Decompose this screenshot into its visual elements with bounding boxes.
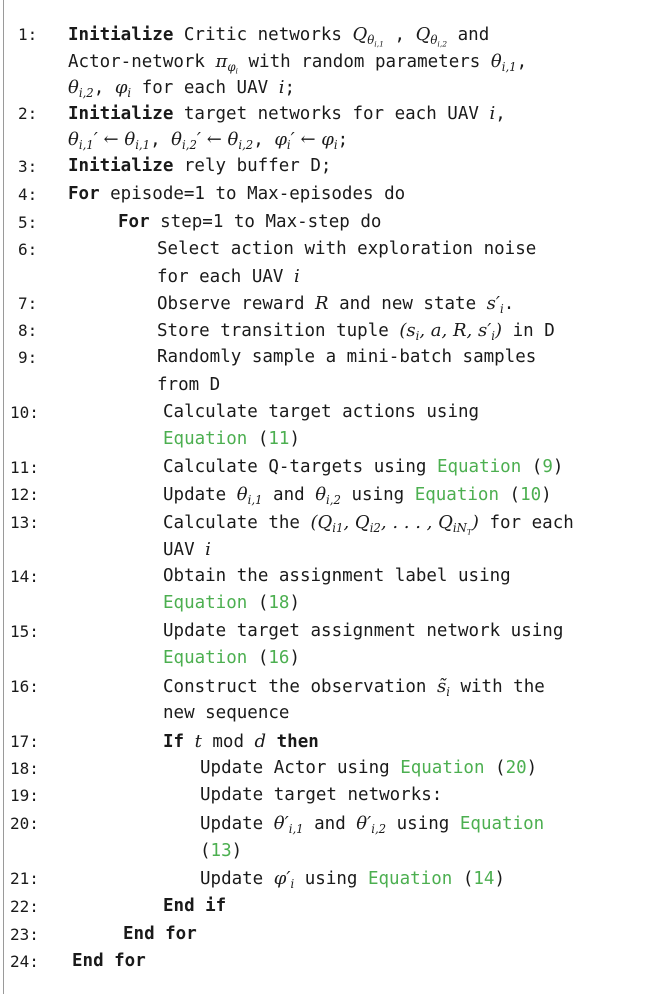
line-text xyxy=(72,948,146,975)
math-expression: i xyxy=(293,266,300,287)
text-segment: mod xyxy=(201,732,255,752)
text-segment: Critic networks xyxy=(173,25,353,45)
line-number: 13: xyxy=(10,513,39,532)
left-rule xyxy=(3,0,4,994)
equation-link[interactable]: Equation xyxy=(459,814,545,834)
keyword: Initialize xyxy=(68,156,174,176)
line-text xyxy=(157,263,300,291)
text-segment: ( xyxy=(484,758,506,778)
line-text xyxy=(68,100,506,128)
math-expression: $Q_{\theta_{i,2}}$ xyxy=(415,24,448,49)
text-segment: ( xyxy=(200,841,211,861)
equation-link[interactable]: 13 xyxy=(210,841,232,861)
math-expression: $\theta'_{i,1}$ xyxy=(273,813,304,837)
line-text xyxy=(68,48,527,76)
text-segment: target networks for each UAV xyxy=(173,104,490,124)
line-number: 8: xyxy=(18,321,38,340)
line-text xyxy=(163,481,552,509)
line-number: 21: xyxy=(10,869,39,888)
line-text xyxy=(163,673,545,701)
text-segment: Select action with exploration noise xyxy=(157,239,537,259)
text-segment: and xyxy=(303,814,357,834)
line-number: 11: xyxy=(10,458,39,477)
keyword: then xyxy=(276,732,319,752)
equation-link[interactable]: 18 xyxy=(268,593,290,613)
equation-link[interactable]: 16 xyxy=(268,648,290,668)
text-segment: , xyxy=(495,104,506,124)
math-expression: $\theta_{i,1}$ xyxy=(490,51,517,75)
text-segment: ) xyxy=(552,457,564,477)
line-text xyxy=(123,921,197,948)
text-segment: Actor-network xyxy=(68,52,216,72)
math-expression: $\varphi_i'$ ← $\varphi_i$ xyxy=(274,129,338,153)
line-number: 17: xyxy=(10,732,39,751)
line-text xyxy=(68,74,295,102)
line-number: 4: xyxy=(18,185,38,204)
text-segment: new sequence xyxy=(163,703,290,723)
equation-link[interactable]: Equation xyxy=(163,648,248,668)
line-number: 19: xyxy=(10,786,39,805)
text-segment: using xyxy=(294,869,368,889)
text-segment: Update Actor using xyxy=(200,758,401,778)
text-segment: ) xyxy=(289,593,300,613)
text-segment: ; xyxy=(337,130,349,150)
line-text xyxy=(68,21,489,49)
text-segment: ) xyxy=(541,485,552,505)
line-text xyxy=(118,209,381,236)
text-segment: for each UAV xyxy=(157,267,294,287)
math-expression: $Q_{\theta_{i,1}}$ xyxy=(352,24,384,49)
line-number: 9: xyxy=(18,348,38,367)
text-segment: ( xyxy=(247,648,269,668)
math-expression: $\theta_{i,1}$ xyxy=(236,484,263,508)
text-segment: ) xyxy=(289,429,300,449)
text-segment: and xyxy=(262,485,316,505)
line-text xyxy=(163,700,289,727)
keyword: For xyxy=(68,184,100,204)
line-text xyxy=(163,893,226,920)
math-expression: $s̃_i$ xyxy=(436,676,450,700)
text-segment: for each xyxy=(478,513,574,533)
text-segment: episode=1 to Max-episodes do xyxy=(99,184,406,204)
text-segment: Update xyxy=(163,485,237,505)
line-text xyxy=(163,509,574,537)
line-text xyxy=(200,755,537,782)
text-segment: UAV xyxy=(163,540,206,560)
equation-link[interactable]: Equation xyxy=(367,869,453,889)
equation-link[interactable]: 10 xyxy=(520,485,542,505)
line-text xyxy=(68,181,405,208)
line-text xyxy=(163,728,319,756)
text-segment: ) xyxy=(289,648,300,668)
line-number: 20: xyxy=(10,814,39,833)
math-expression: $s'_i$ xyxy=(486,293,504,317)
text-segment: , xyxy=(93,78,115,98)
text-segment: ) xyxy=(526,758,538,778)
line-text xyxy=(163,536,211,564)
math-expression: $\theta_{i,2}$ xyxy=(315,484,341,508)
text-segment: with random parameters xyxy=(237,52,491,72)
text-segment xyxy=(184,732,195,752)
text-segment: Randomly sample a mini-batch samples xyxy=(157,347,537,367)
equation-link[interactable]: 9 xyxy=(542,457,553,477)
line-number: 24: xyxy=(10,952,39,971)
line-text xyxy=(163,645,300,672)
line-number: 3: xyxy=(18,157,38,176)
text-segment: ) xyxy=(231,841,243,861)
keyword: End for xyxy=(123,924,197,944)
equation-link[interactable]: Equation xyxy=(163,429,248,449)
line-number: 1: xyxy=(18,25,38,44)
equation-link[interactable]: 20 xyxy=(505,758,527,778)
text-segment: for each UAV xyxy=(131,78,279,98)
equation-link[interactable]: Equation xyxy=(414,485,499,505)
line-text xyxy=(163,563,511,590)
text-segment: Store transition tuple xyxy=(157,321,400,341)
keyword: Initialize xyxy=(68,25,174,45)
text-segment: ( xyxy=(498,485,521,505)
text-segment: Update target networks: xyxy=(200,785,443,805)
math-expression: R xyxy=(315,293,329,314)
line-text xyxy=(157,344,536,371)
text-segment: , xyxy=(383,25,416,45)
line-number: 2: xyxy=(18,104,38,123)
math-expression: $\theta'_{i,2}$ xyxy=(356,813,387,837)
text-segment: using xyxy=(386,814,460,834)
equation-link[interactable]: 11 xyxy=(268,429,290,449)
line-text xyxy=(163,454,563,481)
line-text xyxy=(200,782,442,809)
text-segment: ( xyxy=(247,429,269,449)
math-expression: $\theta_{i,2}'$ ← $\theta_{i,2}$ xyxy=(171,129,254,153)
line-text xyxy=(200,810,544,838)
line-text xyxy=(68,153,331,180)
line-text xyxy=(157,290,514,318)
line-text xyxy=(157,236,536,263)
line-text xyxy=(157,317,555,345)
math-expression: t xyxy=(194,731,202,752)
line-text xyxy=(157,372,220,399)
text-segment: from D xyxy=(157,375,221,395)
text-segment: Construct the observation xyxy=(163,677,437,697)
text-segment: Calculate the xyxy=(163,513,311,533)
text-segment: in D xyxy=(502,321,555,341)
math-expression: ($s_i$, a, R, $s'_i$) xyxy=(399,320,503,344)
text-segment: and new state xyxy=(328,294,487,314)
text-segment: ( xyxy=(521,457,543,477)
line-number: 5: xyxy=(18,213,38,232)
line-text xyxy=(163,399,479,426)
line-number: 12: xyxy=(10,485,39,504)
text-segment: Calculate target actions using xyxy=(163,402,480,422)
math-expression: i xyxy=(205,539,211,560)
text-segment: with the xyxy=(449,677,545,697)
math-expression: $\theta_{i,1}'$ ← $\theta_{i,1}$ xyxy=(68,129,151,153)
keyword: Initialize xyxy=(68,104,174,124)
line-number: 23: xyxy=(10,925,39,944)
line-number: 18: xyxy=(10,759,39,778)
line-text xyxy=(200,865,505,893)
line-text xyxy=(68,126,348,154)
line-number: 22: xyxy=(10,897,39,916)
math-expression: d xyxy=(254,731,267,752)
line-text xyxy=(200,838,242,865)
math-expression: $\varphi'_i$ xyxy=(273,868,295,892)
equation-link[interactable]: 14 xyxy=(473,869,495,889)
line-text xyxy=(163,618,563,645)
text-segment: ( xyxy=(247,593,269,613)
equation-link[interactable]: Equation xyxy=(163,593,248,613)
math-expression: i xyxy=(278,77,285,98)
keyword: End for xyxy=(72,951,146,971)
line-number: 10: xyxy=(10,403,39,422)
text-segment: using xyxy=(340,485,415,505)
text-segment: rely buffer D; xyxy=(173,156,332,176)
math-expression: $\pi_{\varphi_i}$ xyxy=(215,51,238,76)
text-segment: ) xyxy=(494,869,505,889)
line-number: 15: xyxy=(10,622,39,641)
text-segment: Obtain the assignment label using xyxy=(163,566,511,586)
text-segment: Calculate Q-targets using xyxy=(163,457,437,477)
text-segment: Update xyxy=(200,869,274,889)
text-segment: step=1 to Max-step do xyxy=(149,212,382,232)
line-text xyxy=(163,590,300,617)
line-number: 14: xyxy=(10,567,39,586)
text-segment: , xyxy=(253,130,275,150)
text-segment: Update xyxy=(200,814,274,834)
text-segment: , xyxy=(150,130,172,150)
math-expression: i xyxy=(489,103,496,124)
text-segment: Update target assignment network using xyxy=(163,621,564,641)
math-expression: $\varphi_i$ xyxy=(114,77,132,101)
text-segment: , xyxy=(516,52,528,72)
text-segment: Observe reward xyxy=(157,294,316,314)
text-segment: and xyxy=(447,25,490,45)
text-segment: . xyxy=(503,294,515,314)
equation-link[interactable]: Equation xyxy=(436,457,522,477)
equation-link[interactable]: Equation xyxy=(400,758,485,778)
keyword: End if xyxy=(163,896,227,916)
text-segment: ; xyxy=(284,78,295,98)
line-text xyxy=(163,426,300,453)
math-expression: $\theta_{i,2}$ xyxy=(68,77,94,101)
line-number: 16: xyxy=(10,677,39,696)
keyword: If xyxy=(163,732,185,752)
text-segment: ( xyxy=(452,869,474,889)
text-segment xyxy=(266,732,277,752)
line-number: 6: xyxy=(18,240,38,259)
line-number: 7: xyxy=(18,294,38,313)
keyword: For xyxy=(118,212,150,232)
math-expression: ($Q_{i1}$, $Q_{i2}$, . . . , $Q_{iN_T}$) xyxy=(310,512,479,537)
